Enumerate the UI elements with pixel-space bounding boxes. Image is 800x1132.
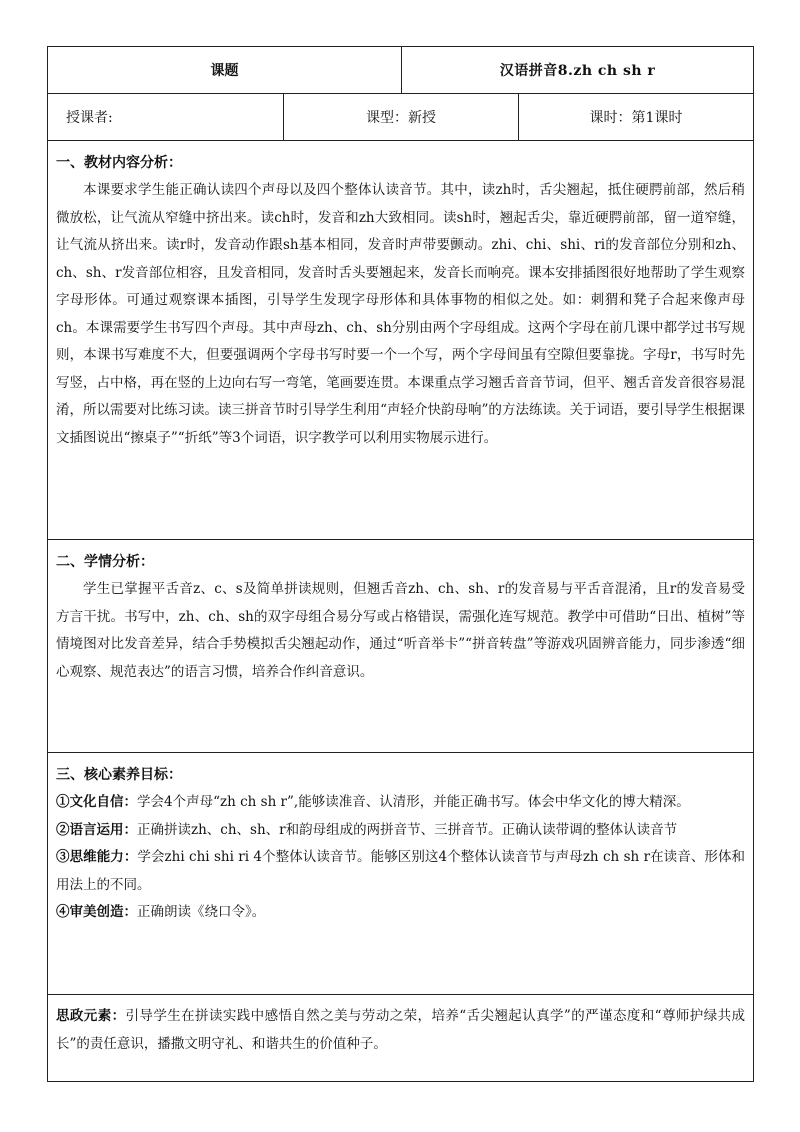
lesson-title: 汉语拼音8.zh ch sh r — [402, 47, 754, 94]
title-label: 课题 — [48, 47, 402, 94]
goals-heading: 三、核心素养目标： — [56, 767, 182, 783]
core-goals-section — [48, 753, 754, 995]
goal-text: 正确朗读《绕口令》。 — [137, 904, 266, 920]
meta-row — [48, 94, 754, 141]
title-row — [48, 47, 754, 94]
lesson-plan-sheet — [47, 46, 753, 1082]
ideology-paragraph — [56, 1003, 745, 1058]
goal-label: ③思维能力： — [56, 849, 138, 865]
material-heading: 一、教材内容分析： — [56, 155, 182, 171]
goal-text: 学会zhi chi shi ri 4个整体认读音节。能够区别这4个整体认读音节与声母zh ch sh r在读音、形体和用法上的不同。 — [56, 849, 746, 893]
goal-label: ④审美创造： — [56, 904, 137, 920]
material-body: 本课要求学生能正确认读四个声母以及四个整体认读音节。其中，读zh时，舌尖翘起，抵住硬腭前部，然后稍微放松，让气流从窄缝中挤出来。读ch时，发音和zh大致相同。读sh时，翘起舌尖，靠近硬腭前部，留一道窄缝，让气流从挤出来。读r时，发音动作跟sh基本相同，发音时声带要颤动。zhi、chi、shi、ri的发音部位分别和zh、ch、sh、r发音部位相容，且发音相同，发音时舌头要翘起来，发音长而响亮。课本安排插图很好地帮助了学生观察字母形体。可通过观察课本插图，引导学生发现字母形体和具体事物的相似之处。如：刺猬和凳子合起来像声母ch。本课需要学生书写四个声母。其中声母zh、ch、sh分别由两个字母组成。这两个字母在前几课中都学过书写规则，本课书写难度不大，但要强调两个字母书写时要一个一个写，两个字母间虽有空隙但要靠拢。字母r，书写时先写竖，占中格，再在竖的上边向右写一弯笔，笔画要连贯。本课重点学习翘舌音音节词，但平、翘舌音发音很容易混淆，所以需要对比练习读。读三拼音节时引导学生利用“声轻介快韵母响”的方法练读。关于词语，要引导学生根据课文插图说出“擦桌子”“折纸”等3个词语，识字教学可以利用实物展示进行。 — [56, 182, 746, 446]
learners-body: 学生已掌握平舌音z、c、s及简单拼读规则，但翘舌音zh、ch、sh、r的发音易与平舌音混淆，且r的发音易受方言干扰。书写中，zh、ch、sh的双字母组合易分写或占格错误，需强化连写规范。教学中可借助“日出、植树”等情境图对比发音差异，结合手势模拟舌尖翘起动作，通过“听音举卡”“拼音转盘”等游戏巩固辨音能力，同步渗透“细心观察、规范表达”的语言习惯，培养合作纠音意识。 — [56, 581, 746, 680]
material-analysis-section — [48, 141, 754, 540]
ideology-label: 思政元素： — [56, 1008, 126, 1024]
goal-label: ①文化自信： — [56, 794, 137, 810]
learner-analysis-section — [48, 540, 754, 753]
goal-text: 学会4个声母“zh ch sh r”,能够读准音、认清形，并能正确书写。体会中华文化的博大精深。 — [137, 794, 690, 810]
learners-heading: 二、学情分析： — [56, 554, 154, 570]
goal-item — [56, 817, 745, 845]
goal-item — [56, 789, 745, 817]
ideology-section — [48, 995, 754, 1082]
goal-item — [56, 844, 745, 899]
goal-item — [56, 899, 745, 927]
goal-text: 正确拼读zh、ch、sh、r和韵母组成的两拼音节、三拼音节。正确认读带调的整体认读音节 — [137, 821, 678, 838]
ideology-text: 引导学生在拼读实践中感悟自然之美与劳动之荣，培养“舌尖翘起认真学”的严谨态度和“尊师护绿共成长”的责任意识，播撒文明守礼、和谐共生的价值种子。 — [56, 1008, 746, 1052]
goal-label: ②语言运用： — [56, 821, 137, 838]
lesson-hours: 课时：第1课时 — [519, 94, 754, 141]
teacher-field: 授课者: — [48, 94, 284, 141]
lesson-plan-table — [47, 46, 754, 1082]
lesson-type: 课型：新授 — [284, 94, 519, 141]
